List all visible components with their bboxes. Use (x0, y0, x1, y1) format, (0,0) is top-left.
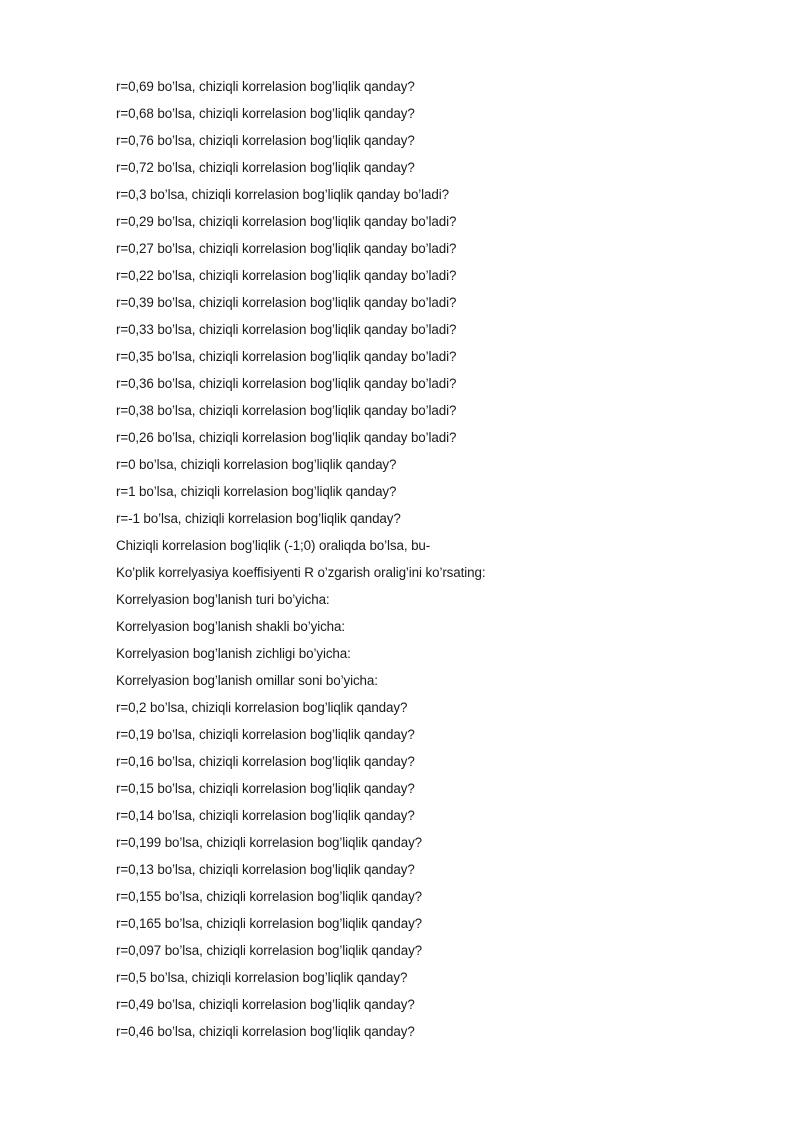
question-line: r=0,49 bo’lsa, chiziqli korrelasion bog’liqlik qanday? (116, 997, 415, 1012)
question-line: r=0,165 bo’lsa, chiziqli korrelasion bog’liqlik qanday? (116, 916, 423, 931)
question-line: r=0,13 bo’lsa, chiziqli korrelasion bog’liqlik qanday? (116, 862, 415, 877)
question-line: Chiziqli korrelasion bog’liqlik (-1;0) oraliqda bo’lsa, bu- (116, 538, 431, 553)
question-line: r=0,33 bo’lsa, chiziqli korrelasion bog’liqlik qanday bo’ladi? (116, 322, 457, 337)
question-line: r=0,19 bo’lsa, chiziqli korrelasion bog’liqlik qanday? (116, 727, 415, 742)
question-line: r=0,2 bo’lsa, chiziqli korrelasion bog’liqlik qanday? (116, 700, 408, 715)
question-line: Korrelyasion bog’lanish turi bo’yicha: (116, 592, 330, 607)
question-line: r=0,14 bo’lsa, chiziqli korrelasion bog’liqlik qanday? (116, 808, 415, 823)
question-line: r=0,35 bo’lsa, chiziqli korrelasion bog’liqlik qanday bo’ladi? (116, 349, 457, 364)
question-line: r=0,22 bo’lsa, chiziqli korrelasion bog’liqlik qanday bo’ladi? (116, 268, 457, 283)
question-line: r=0,26 bo’lsa, chiziqli korrelasion bog’liqlik qanday bo’ladi? (116, 430, 457, 445)
question-line: r=0,46 bo’lsa, chiziqli korrelasion bog’liqlik qanday? (116, 1024, 415, 1039)
question-line: r=0,097 bo’lsa, chiziqli korrelasion bog’liqlik qanday? (116, 943, 423, 958)
question-list (116, 75, 756, 1047)
question-line: r=0,5 bo’lsa, chiziqli korrelasion bog’liqlik qanday? (116, 970, 408, 985)
question-line: Korrelyasion bog’lanish zichligi bo’yicha: (116, 646, 351, 661)
question-line: r=0,27 bo’lsa, chiziqli korrelasion bog’liqlik qanday bo’ladi? (116, 241, 457, 256)
question-line: Ko’plik korrelyasiya koeffisiyenti R o’zgarish oralig’ini ko’rsating: (116, 565, 486, 580)
question-line: r=0,15 bo’lsa, chiziqli korrelasion bog’liqlik qanday? (116, 781, 415, 796)
question-line: r=1 bo’lsa, chiziqli korrelasion bog’liqlik qanday? (116, 484, 397, 499)
question-line: r=0,3 bo’lsa, chiziqli korrelasion bog’liqlik qanday bo’ladi? (116, 187, 449, 202)
question-line: r=0,38 bo’lsa, chiziqli korrelasion bog’liqlik qanday bo’ladi? (116, 403, 457, 418)
question-line: r=-1 bo’lsa, chiziqli korrelasion bog’liqlik qanday? (116, 511, 401, 526)
question-line: r=0,155 bo’lsa, chiziqli korrelasion bog’liqlik qanday? (116, 889, 423, 904)
question-line: r=0,36 bo’lsa, chiziqli korrelasion bog’liqlik qanday bo’ladi? (116, 376, 457, 391)
question-line: r=0,29 bo’lsa, chiziqli korrelasion bog’liqlik qanday bo’ladi? (116, 214, 457, 229)
question-line: r=0,16 bo’lsa, chiziqli korrelasion bog’liqlik qanday? (116, 754, 415, 769)
question-line: r=0,72 bo’lsa, chiziqli korrelasion bog’liqlik qanday? (116, 160, 415, 175)
question-line: r=0,76 bo’lsa, chiziqli korrelasion bog’liqlik qanday? (116, 133, 415, 148)
question-line: r=0 bo’lsa, chiziqli korrelasion bog’liqlik qanday? (116, 457, 397, 472)
question-line: Korrelyasion bog’lanish shakli bo’yicha: (116, 619, 345, 634)
question-line: r=0,68 bo’lsa, chiziqli korrelasion bog’liqlik qanday? (116, 106, 415, 121)
question-line: r=0,39 bo’lsa, chiziqli korrelasion bog’liqlik qanday bo’ladi? (116, 295, 457, 310)
question-line: r=0,69 bo’lsa, chiziqli korrelasion bog’liqlik qanday? (116, 79, 415, 94)
question-line: r=0,199 bo’lsa, chiziqli korrelasion bog’liqlik qanday? (116, 835, 423, 850)
question-line: Korrelyasion bog’lanish omillar soni bo’yicha: (116, 673, 378, 688)
